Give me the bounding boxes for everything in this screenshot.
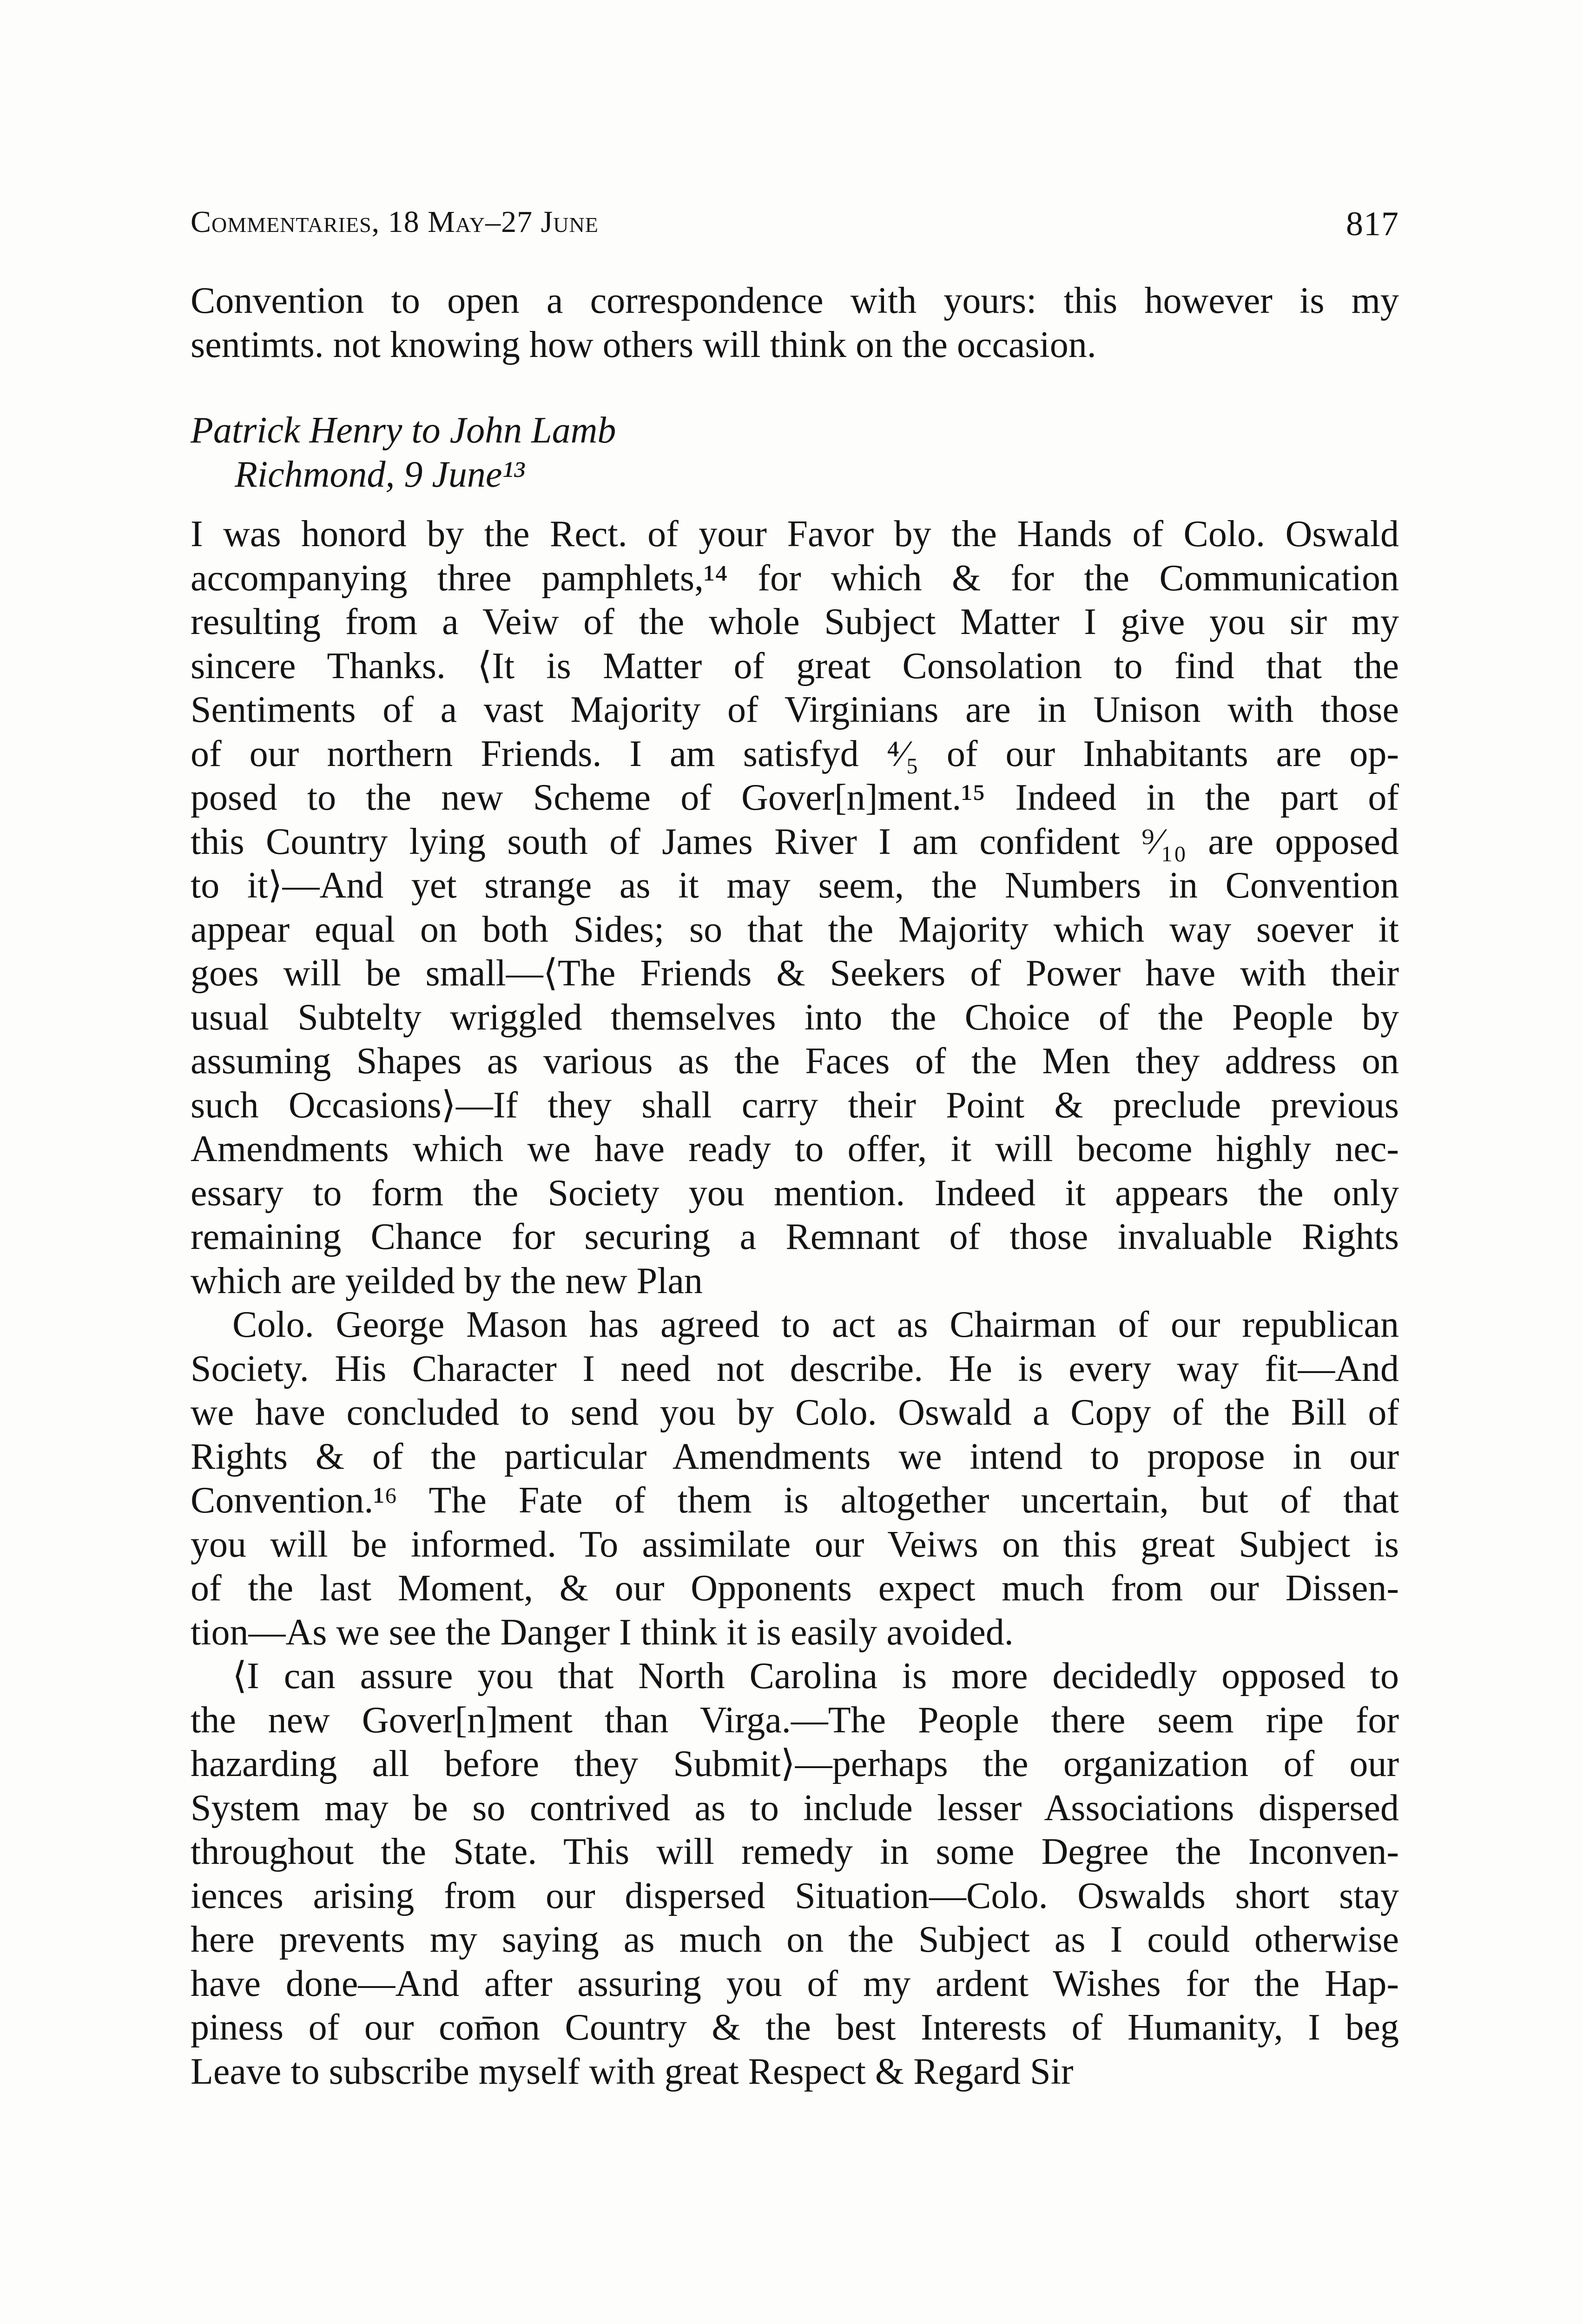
text-line: Convention to open a correspondence with yours: this however is my xyxy=(191,280,1399,321)
text-line: this Country lying south of James River I am confident ⁹⁄₁₀ are opposed xyxy=(191,821,1399,862)
text-line: Colo. George Mason has agreed to act as Chairman of our republican xyxy=(232,1304,1399,1345)
text-line: accompanying three pamphlets,¹⁴ for which & for the Communication xyxy=(191,557,1399,599)
text-line: the new Gover[n]ment than Virga.—The People there seem ripe for xyxy=(191,1699,1399,1741)
text-line: I was honord by the Rect. of your Favor by the Hands of Colo. Oswald xyxy=(191,514,1399,555)
page-number: 817 xyxy=(1346,205,1399,243)
text-line: Rights & of the particular Amendments we intend to propose in our xyxy=(191,1436,1399,1477)
section-gap xyxy=(191,367,1399,409)
text-line: here prevents my saying as much on the Subject as I could otherwise xyxy=(191,1919,1399,1960)
text-line: of our northern Friends. I am satisfyd ⁴⁄₅ of our Inhabitants are op- xyxy=(191,733,1399,774)
text-line: assuming Shapes as various as the Faces of the Men they address on xyxy=(191,1041,1399,1082)
paragraph-2 xyxy=(191,1303,1399,1654)
text-line: Amendments which we have ready to offer, it will become highly nec- xyxy=(191,1129,1399,1169)
text-line: goes will be small—⟨The Friends & Seekers of Power have with their xyxy=(191,953,1399,994)
text-line: hazarding all before they Submit⟩—perhaps the organization of our xyxy=(191,1743,1399,1784)
text-line: usual Subtelty wriggled themselves into the Choice of the People by xyxy=(191,997,1399,1038)
text-line: sentimts. not knowing how others will think on the occasion. xyxy=(191,324,1096,365)
text-line: Leave to subscribe myself with great Respect & Regard Sir xyxy=(191,2051,1074,2092)
text-line: tion—As we see the Danger I think it is easily avoided. xyxy=(191,1611,1014,1653)
heading-gap xyxy=(191,496,1399,512)
text-line: Society. His Character I need not describe. He is every way fit—And xyxy=(191,1348,1399,1389)
text-line: throughout the State. This will remedy in some Degree the Inconven- xyxy=(191,1831,1399,1872)
text-line: remaining Chance for securing a Remnant of those invaluable Rights xyxy=(191,1216,1399,1257)
text-line: appear equal on both Sides; so that the Majority which way soever it xyxy=(191,909,1399,950)
text-line: iences arising from our dispersed Situation—Colo. Oswalds short stay xyxy=(191,1875,1399,1916)
opening-lines xyxy=(191,279,1399,367)
letter-place-date: Richmond, 9 June¹³ xyxy=(235,454,525,495)
text-line: such Occasions⟩—If they shall carry their Point & preclude previous xyxy=(191,1084,1399,1126)
letter-heading xyxy=(191,409,1399,496)
text-line: ⟨I can assure you that North Carolina is more decidedly opposed to xyxy=(232,1656,1399,1697)
text-line: essary to form the Society you mention. Indeed it appears the only xyxy=(191,1172,1399,1214)
text-line: of the last Moment, & our Opponents expect much from our Dissen- xyxy=(191,1568,1399,1609)
body-text xyxy=(191,279,1399,2093)
text-line: piness of our com̄on Country & the best Interests of Humanity, I beg xyxy=(191,2007,1399,2048)
text-line: System may be so contrived as to include lesser Associations dispersed xyxy=(191,1787,1399,1829)
text-line: have done—And after assuring you of my ardent Wishes for the Hap- xyxy=(191,1963,1399,2004)
text-line: we have concluded to send you by Colo. Oswald a Copy of the Bill of xyxy=(191,1392,1399,1433)
text-line: you will be informed. To assimilate our Veiws on this great Subject is xyxy=(191,1524,1399,1565)
paragraph-1 xyxy=(191,512,1399,1303)
text-line: Sentiments of a vast Majority of Virginians are in Unison with those xyxy=(191,689,1399,730)
text-line: Convention.¹⁶ The Fate of them is altogether uncertain, but of that xyxy=(191,1480,1399,1521)
running-head-title: Commentaries, 18 May–27 June xyxy=(191,205,599,239)
text-line: resulting from a Veiw of the whole Subject Matter I give you sir my xyxy=(191,601,1399,642)
paragraph-3 xyxy=(191,1654,1399,2093)
text-line: posed to the new Scheme of Gover[n]ment.¹⁵ Indeed in the part of xyxy=(191,777,1399,818)
letter-title: Patrick Henry to John Lamb xyxy=(191,410,616,451)
text-line: which are yeilded by the new Plan xyxy=(191,1260,703,1301)
text-line: sincere Thanks. ⟨It is Matter of great Consolation to find that the xyxy=(191,645,1399,687)
running-head xyxy=(191,205,1399,251)
text-line: to it⟩—And yet strange as it may seem, the Numbers in Convention xyxy=(191,865,1399,906)
